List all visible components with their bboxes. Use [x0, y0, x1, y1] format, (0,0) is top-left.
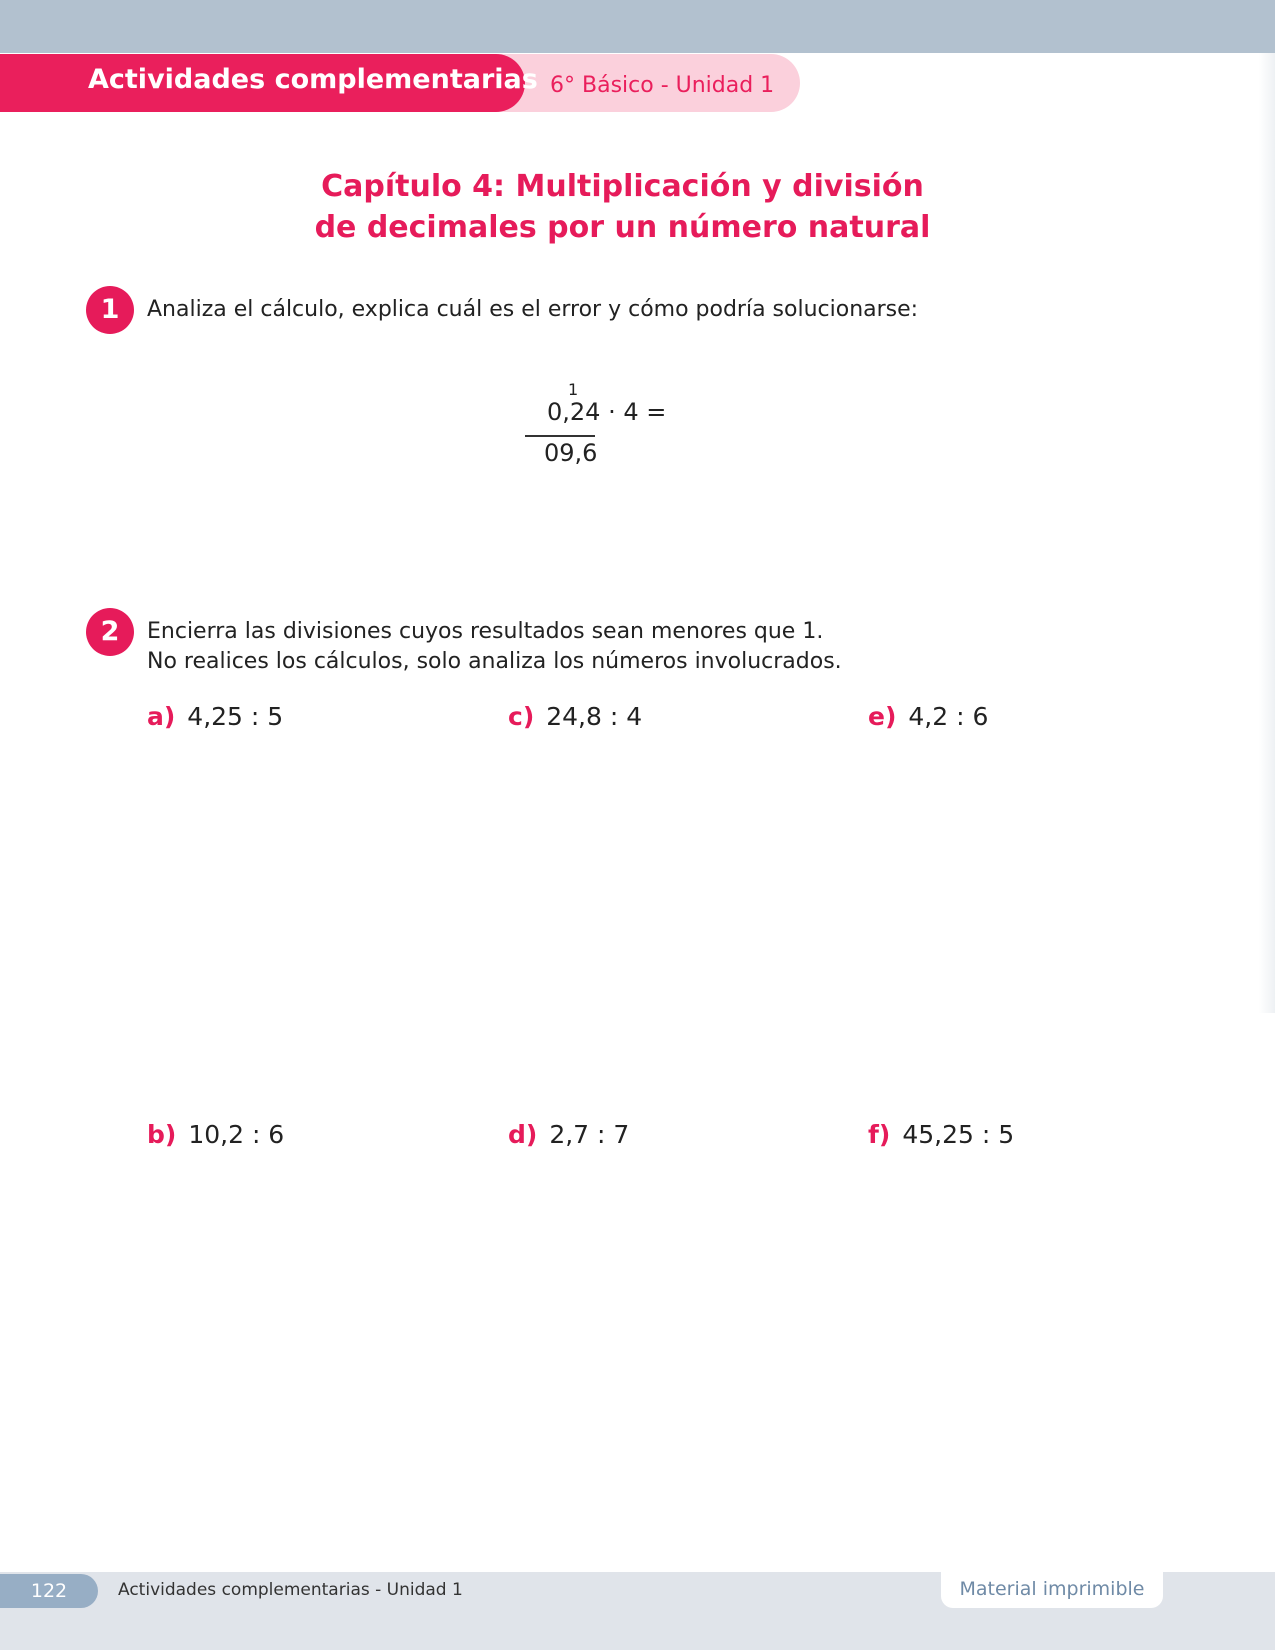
- item-label: e): [868, 702, 897, 731]
- top-band: [0, 0, 1275, 53]
- question2-line1: Encierra las divisiones cuyos resultados sean menores que 1.: [147, 619, 824, 644]
- question-number-badge: 1: [86, 286, 134, 334]
- item-label: b): [147, 1120, 177, 1149]
- division-item-e: [868, 702, 988, 731]
- division-item-c: [508, 702, 642, 731]
- item-expression: 45,25 : 5: [902, 1120, 1015, 1149]
- page-number: 122: [0, 1574, 98, 1608]
- calculation-line: [525, 435, 595, 437]
- chapter-title-line2: de decimales por un número natural: [314, 210, 931, 245]
- division-item-d: [508, 1120, 629, 1149]
- item-expression: 2,7 : 7: [549, 1120, 630, 1149]
- footer-text: Actividades complementarias - Unidad 1: [118, 1580, 463, 1600]
- chapter-title-line1: Capítulo 4: Multiplicación y división: [321, 169, 924, 204]
- division-item-b: [147, 1120, 284, 1149]
- item-expression: 4,25 : 5: [187, 702, 284, 731]
- calculation-expression: 0,24 · 4 =: [547, 398, 667, 426]
- division-item-a: [147, 702, 283, 731]
- item-label: c): [508, 702, 535, 731]
- item-expression: 24,8 : 4: [546, 702, 643, 731]
- item-expression: 10,2 : 6: [188, 1120, 285, 1149]
- item-label: f): [868, 1120, 891, 1149]
- division-item-f: [868, 1120, 1014, 1149]
- question2-line2: No realices los cálculos, solo analiza los números involucrados.: [147, 649, 842, 674]
- calculation-result: 09,6: [544, 439, 598, 467]
- item-label: d): [508, 1120, 538, 1149]
- item-expression: 4,2 : 6: [908, 702, 989, 731]
- material-label: Material imprimible: [941, 1570, 1163, 1608]
- header-title: Actividades complementarias: [88, 64, 538, 95]
- page-edge-shadow: [1259, 53, 1275, 1013]
- carry-digit: 1: [568, 380, 579, 399]
- question-number-badge: 2: [86, 608, 134, 656]
- item-label: a): [147, 702, 176, 731]
- question1-text: Analiza el cálculo, explica cuál es el error y cómo podría solucionarse:: [147, 297, 919, 322]
- header-subtitle: 6° Básico - Unidad 1: [550, 73, 775, 98]
